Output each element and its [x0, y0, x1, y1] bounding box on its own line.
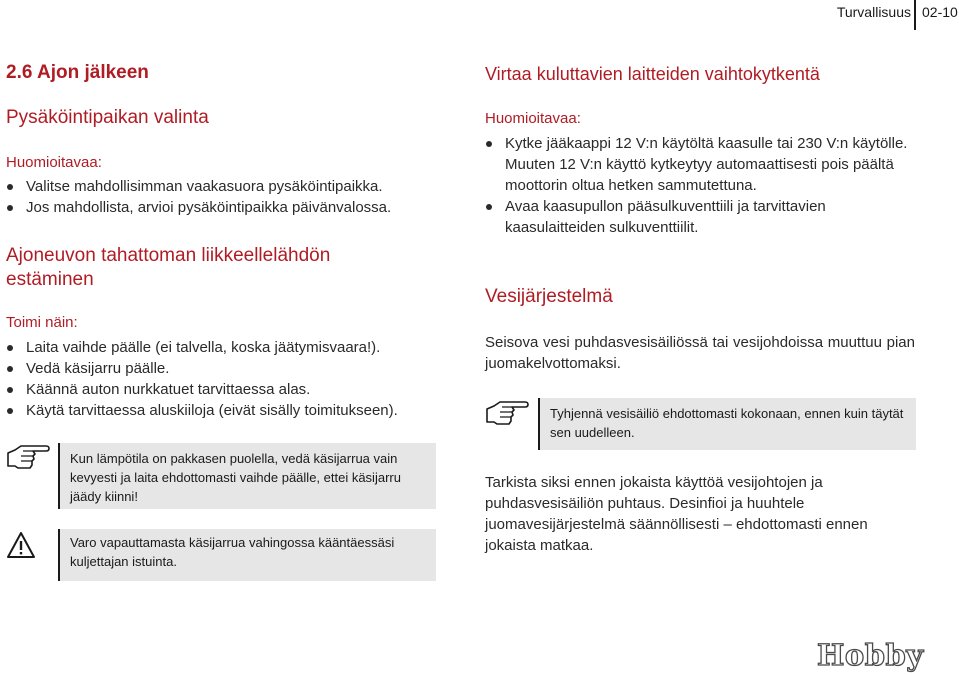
- prevent-label: Toimi näin:: [6, 314, 78, 331]
- list-item: Avaa kaasupullon pääsulkuventtiili ja tarvittavien kaasulaitteiden sulkuventtiilit.: [485, 196, 917, 238]
- water-heading: Vesijärjestelmä: [485, 286, 613, 307]
- hobby-logo: Hobby: [817, 638, 924, 672]
- list-item: Käännä auton nurkkatuet tarvittaessa alas.: [6, 379, 426, 400]
- warning-icon: [6, 530, 36, 560]
- list-item: Vedä käsijarru päälle.: [6, 358, 426, 379]
- chapter-title: 2.6 Ajon jälkeen: [6, 62, 149, 83]
- section-title: Turvallisuus: [836, 4, 911, 20]
- list-item: Käytä tarvittaessa aluskiiloja (eivät sisälly toimitukseen).: [6, 400, 426, 421]
- switch-heading: Virtaa kuluttavien laitteiden vaihtokytkentä: [485, 64, 820, 84]
- pointing-hand-icon: [485, 400, 529, 426]
- switch-list: [485, 133, 917, 238]
- header-divider: [914, 0, 916, 30]
- parking-heading: Pysäköintipaikan valinta: [6, 107, 209, 128]
- list-item: Valitse mahdollisimman vaakasuora pysäköintipaikka.: [6, 176, 426, 197]
- switch-label: Huomioitavaa:: [485, 110, 581, 127]
- prevent-heading-line2: estäminen: [6, 269, 94, 290]
- prevent-heading-line1: Ajoneuvon tahattoman liikkeellelähdön: [6, 245, 331, 266]
- page-number: 02-10: [922, 4, 958, 20]
- prevent-heading: [6, 244, 426, 292]
- parking-list: [6, 176, 426, 218]
- water-outro: Tarkista siksi ennen jokaista käyttöä vesijohtojen ja puhdasvesisäiliön puhtaus. Desinfioi ja huuhtele juomavesijärjestelmä säännöllisesti – ehdottomasti ennen jokaista matkaa.: [485, 474, 868, 554]
- warning-note: Varo vapauttamasta käsijarrua vahingossa kääntäessäsi kuljettajan istuinta.: [58, 529, 436, 581]
- list-item: Laita vaihde päälle (ei talvella, koska jäätymisvaara!).: [6, 337, 426, 358]
- list-item: Jos mahdollista, arvioi pysäköintipaikka päivänvalossa.: [6, 197, 426, 218]
- pointing-hand-icon: [6, 444, 50, 470]
- list-item: Kytke jääkaappi 12 V:n käytöltä kaasulle tai 230 V:n käytölle. Muuten 12 V:n käyttö kytkeytyy automaattisesti pois päältä moottorin oltua hetken sammutettuna.: [485, 133, 917, 196]
- parking-label: Huomioitavaa:: [6, 154, 102, 171]
- water-intro: Seisova vesi puhdasvesisäiliössä tai vesijohdoissa muuttuu pian juomakelvottomaksi.: [485, 334, 915, 372]
- prevent-list: [6, 337, 426, 421]
- tip-note: Kun lämpötila on pakkasen puolella, vedä käsijarrua vain kevyesti ja laita ehdottomasti vaihde päälle, ettei käsijarru jäädy kiinni!: [58, 443, 436, 509]
- water-tip-note: Tyhjennä vesisäiliö ehdottomasti kokonaan, ennen kuin täytät sen uudelleen.: [538, 398, 916, 450]
